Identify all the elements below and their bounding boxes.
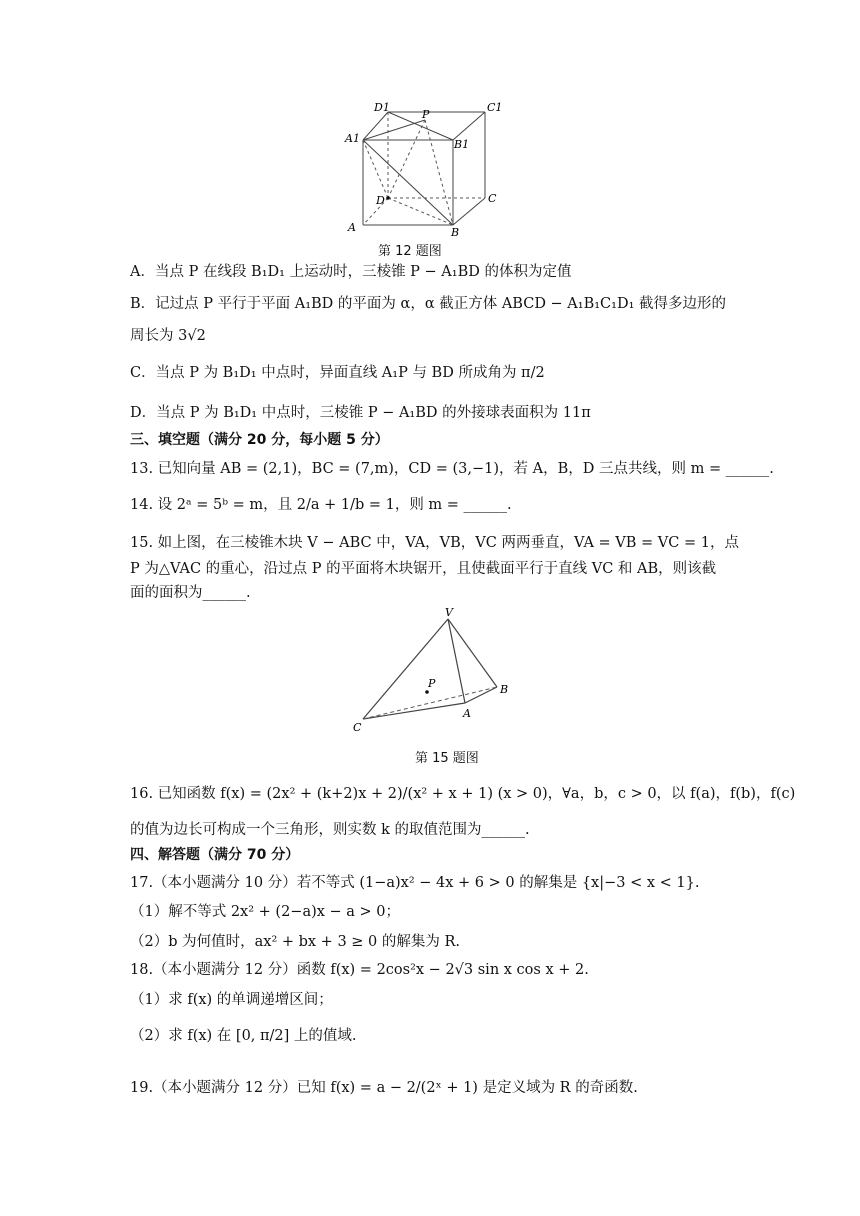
q16-line-2: 的值为边长可构成一个三角形，则实数 k 的取值范围为______. — [130, 822, 530, 838]
q15-line-2: P 为△VAC 的重心，沿过点 P 的平面将木块锯开，且使截面平行于直线 VC 和 AB，则该截 — [130, 561, 717, 577]
q14-text: 14. 设 2ᵃ = 5ᵇ = m，且 2/a + 1/b = 1，则 m = ______. — [130, 497, 512, 513]
q12-option-b: B．记过点 P 平行于平面 A₁BD 的平面为 α，α 截正方体 ABCD − A₁B₁C₁D₁ 截得多边形的 — [130, 296, 727, 312]
q12-option-d: D．当点 P 为 B₁D₁ 中点时，三棱锥 P − A₁BD 的外接球表面积为 11π — [130, 405, 591, 421]
q12-option-b-cont: 周长为 3√2 — [130, 328, 206, 344]
label-P15: P — [428, 677, 436, 690]
label-B: B — [451, 226, 460, 238]
q17-line-2: （1）解不等式 2x² + (2−a)x − a > 0； — [130, 904, 401, 920]
q12-option-c: C．当点 P 为 B₁D₁ 中点时，异面直线 A₁P 与 BD 所成角为 π/2 — [130, 365, 545, 381]
label-C: C — [488, 192, 497, 205]
section-3-title: 三、填空题（满分 20 分，每小题 5 分） — [130, 432, 389, 448]
figure-15-tetrahedron — [345, 605, 525, 740]
figure-12-caption: 第 12 题图 — [378, 244, 442, 259]
label-V: V — [445, 606, 453, 619]
q17-line-3: （2）b 为何值时，ax² + bx + 3 ≥ 0 的解集为 R. — [130, 934, 461, 950]
label-C15: C — [353, 721, 362, 734]
label-B15: B — [500, 683, 509, 696]
label-P: P — [422, 108, 430, 121]
section-4-title: 四、解答题（满分 70 分） — [130, 847, 300, 863]
figure-15-caption: 第 15 题图 — [415, 751, 479, 766]
q17-line-1: 17.（本小题满分 10 分）若不等式 (1−a)x² − 4x + 6 > 0 的解集是 {x|−3 < x < 1}. — [130, 875, 700, 891]
q15-line-3: 面的面积为______. — [130, 585, 251, 601]
label-B1: B1 — [454, 138, 470, 151]
q19-text: 19.（本小题满分 12 分）已知 f(x) = a − 2/(2ˣ + 1) 是定义域为 R 的奇函数. — [130, 1080, 638, 1096]
q16-line-1: 16. 已知函数 f(x) = (2x² + (k+2)x + 2)/(x² + x + 1) (x > 0)，∀a，b，c > 0，以 f(a)，f(b)，f(c) — [130, 786, 796, 802]
q12-option-a: A．当点 P 在线段 B₁D₁ 上运动时，三棱锥 P − A₁BD 的体积为定值 — [130, 264, 572, 280]
q15-line-1: 15. 如上图，在三棱锥木块 V − ABC 中，VA，VB，VC 两两垂直，VA = VB = VC = 1，点 — [130, 535, 739, 551]
label-C1: C1 — [487, 101, 503, 114]
q18-line-1: 18.（本小题满分 12 分）函数 f(x) = 2cos²x − 2√3 sin x cos x + 2. — [130, 962, 589, 978]
figure-12-cube — [340, 98, 520, 238]
label-A1: A1 — [345, 132, 360, 145]
q18-line-2: （1）求 f(x) 的单调递增区间； — [130, 992, 333, 1008]
label-D: D — [376, 194, 385, 207]
label-D1: D1 — [374, 101, 390, 114]
q13-text: 13. 已知向量 AB = (2,1)，BC = (7,m)，CD = (3,−1)，若 A，B，D 三点共线，则 m = ______. — [130, 461, 774, 477]
label-A15: A — [463, 707, 471, 720]
q18-line-3: （2）求 f(x) 在 [0, π/2] 上的值域. — [130, 1028, 357, 1044]
label-A: A — [348, 221, 356, 234]
